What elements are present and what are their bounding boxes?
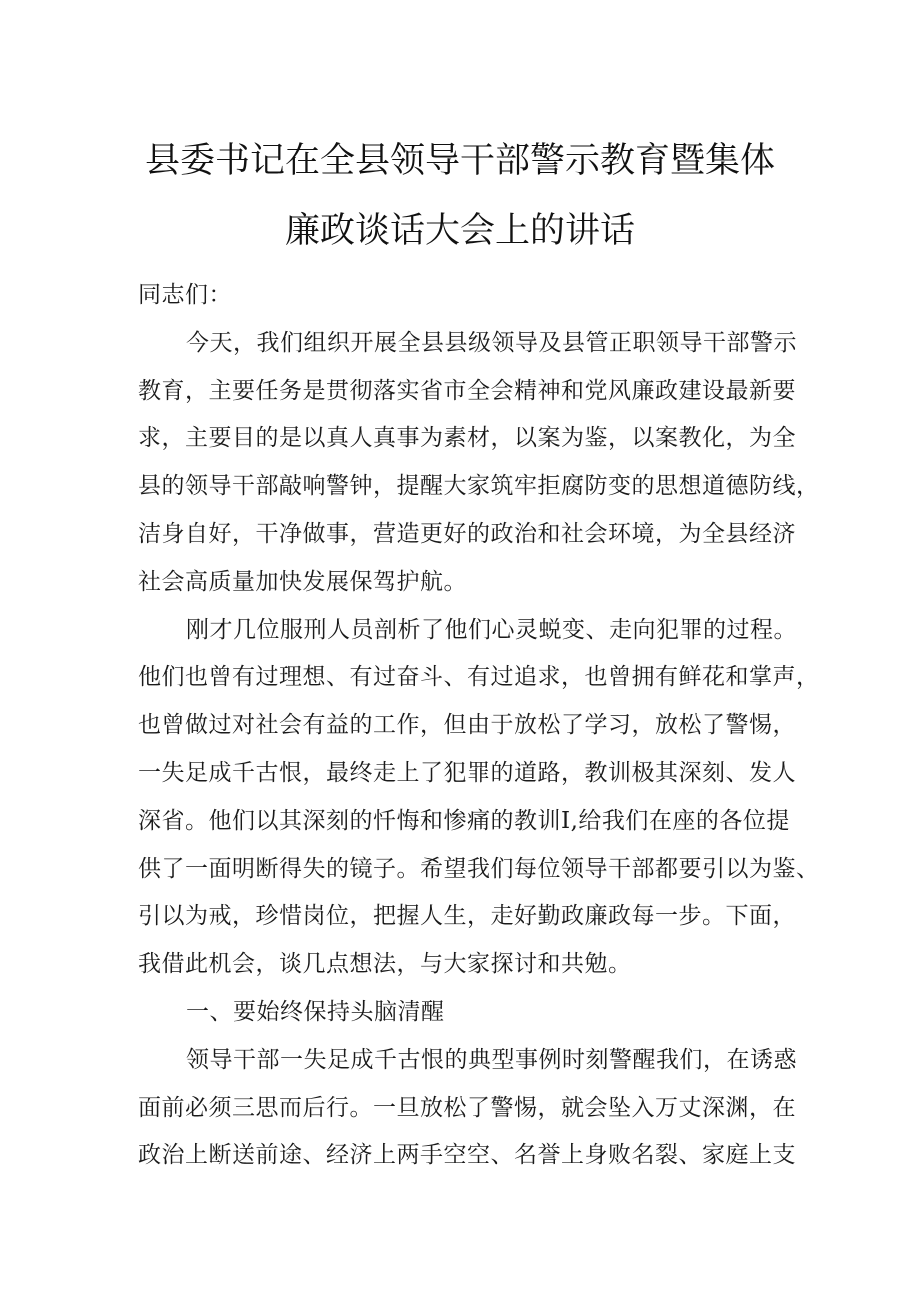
salutation: 同志们： [138,282,232,308]
paragraph-line: 洁身自好，干净做事，营造更好的政治和社会环境，为全县经济 [138,520,796,547]
paragraph-line: 社会高质量加快发展保驾护航。 [138,568,467,595]
paragraph-line: 引以为戒，珍惜岗位，把握人生，走好勤政廉政每一步。下面， [138,903,796,930]
paragraph-line: 面前必须三思而后行。一旦放松了警惕，就会坠入万丈深渊，在 [138,1094,796,1121]
document-body [138,272,820,1180]
paragraph-line: 县的领导干部敲响警钟，提醒大家筑牢拒腐防变的思想道德防线， [138,473,820,500]
paragraph-line: 一失足成千古恨，最终走上了犯罪的道路，教训极其深刻、发人 [138,759,796,786]
paragraph-line: 今天，我们组织开展全县县级领导及县管正职领导干部警示 [186,329,797,356]
paragraph-line: 也曾做过对社会有益的工作，但由于放松了学习，放松了警惕， [138,712,796,739]
paragraph-line: 刚才几位服刑人员剖析了他们心灵蜕变、走向犯罪的过程。 [186,616,797,643]
paragraph-line: 领导干部一失足成千古恨的典型事例时刻警醒我们，在诱惑 [186,1046,797,1073]
paragraph-line: 供了一面明断得失的镜子。希望我们每位领导干部都要引以为鉴、 [138,855,820,882]
paragraph-line: 我借此机会，谈几点想法，与大家探讨和共勉。 [138,951,632,978]
document-title-line-1: 县委书记在全县领导干部警示教育暨集体 [144,141,775,181]
paragraph-line: 教育，主要任务是贯彻落实省市全会精神和党风廉政建设最新要 [138,377,796,404]
paragraph-line: 深省。他们以其深刻的忏悔和惨痛的教训I,给我们在座的各位提 [138,807,790,834]
paragraph-line: 求，主要目的是以真人真事为素材，以案为鉴，以案教化，为全 [138,425,796,452]
document-title-line-2: 廉政谈话大会上的讲话 [284,211,635,251]
paragraph-line: 他们也曾有过理想、有过奋斗、有过追求，也曾拥有鲜花和掌声， [138,664,820,691]
paragraph-line: 政治上断送前途、经济上两手空空、名誉上身败名裂、家庭上支 [138,1142,796,1169]
section-heading: 一、要始终保持头脑清醒 [186,998,445,1025]
